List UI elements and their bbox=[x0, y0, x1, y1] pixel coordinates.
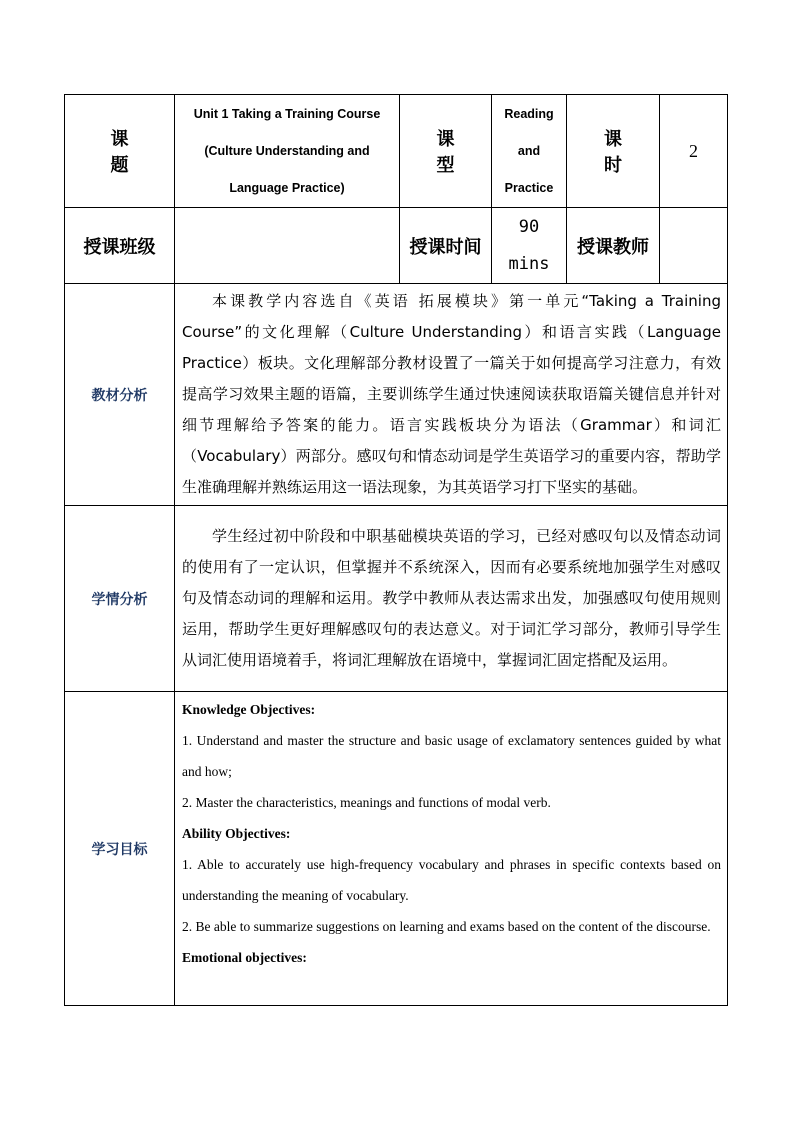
knowledge-item: 2. Master the characteristics, meanings and functions of modal verb. bbox=[182, 795, 551, 810]
students-text: 学生经过初中阶段和中职基础模块英语的学习，已经对感叹句以及情态动词的使用有了一定认识，但掌握并不系统深入，因而有必要系统地加强学生对感叹句及情态动词的理解和运用。教学中教师从表达需求出发，加强感叹句使用规则运用，帮助学生更好理解感叹句的表达意义。对于词汇学习部分，教师引导学生从词汇使用语境着手，将词汇理解放在语境中，掌握词汇固定搭配及运用。 bbox=[182, 527, 721, 669]
students-analysis bbox=[175, 506, 728, 692]
type-line: and bbox=[517, 143, 541, 158]
hours-value: 2 bbox=[660, 95, 728, 208]
ability-heading: Ability Objectives: bbox=[182, 826, 291, 841]
topic-value bbox=[175, 95, 400, 208]
hours-label: 课 时 bbox=[567, 95, 660, 208]
objectives-content bbox=[175, 692, 728, 1006]
type-line: Reading bbox=[504, 106, 554, 121]
teacher-value bbox=[660, 208, 728, 284]
type-value bbox=[492, 95, 567, 208]
time-value bbox=[492, 208, 567, 284]
lesson-plan-table bbox=[64, 94, 728, 1006]
header-row-1 bbox=[65, 95, 728, 208]
class-value bbox=[175, 208, 400, 284]
ability-item: 1. Able to accurately use high-frequency vocabulary and phrases in specific contexts based on understanding the meaning of vocabulary. bbox=[182, 857, 721, 903]
knowledge-item: 1. Understand and master the structure and basic usage of exclamatory sentences guided by what and how; bbox=[182, 733, 721, 779]
time-line: 90 bbox=[518, 216, 540, 237]
material-text: 本课教学内容选自《英语 拓展模块》第一单元“Taking a Training Course”的文化理解（Culture Understanding）和语言实践（Language Practice）板块。文化理解部分教材设置了一篇关于如何提高学习注意力，有效提高学习效果主题的语篇，主要训练学生通过快速阅读获取语篇关键信息并针对细节理解给予答案的能力。语言实践板块分为语法（Grammar）和词汇（Vocabulary）两部分。感叹句和情态动词是学生英语学习的重要内容，帮助学生准确理解并熟练运用这一语法现象，为其英语学习打下坚实的基础。 bbox=[182, 292, 721, 496]
emotional-heading: Emotional objectives: bbox=[182, 950, 307, 965]
topic-label: 课 题 bbox=[65, 95, 175, 208]
knowledge-heading: Knowledge Objectives: bbox=[182, 702, 316, 717]
teacher-label: 授课教师 bbox=[567, 208, 660, 284]
topic-line: Language Practice) bbox=[229, 180, 345, 195]
type-label: 课 型 bbox=[400, 95, 492, 208]
time-label: 授课时间 bbox=[400, 208, 492, 284]
material-label: 教材分析 bbox=[65, 284, 175, 506]
material-analysis bbox=[175, 284, 728, 506]
type-line: Practice bbox=[504, 180, 554, 195]
objectives-label: 学习目标 bbox=[65, 692, 175, 1006]
ability-item: 2. Be able to summarize suggestions on learning and exams based on the content of the discourse. bbox=[182, 919, 711, 934]
header-row-2 bbox=[65, 208, 728, 284]
class-label: 授课班级 bbox=[65, 208, 175, 284]
topic-line: (Culture Understanding and bbox=[204, 143, 370, 158]
students-row bbox=[65, 506, 728, 692]
topic-line: Unit 1 Taking a Training Course bbox=[193, 106, 381, 121]
students-label: 学情分析 bbox=[65, 506, 175, 692]
objectives-row bbox=[65, 692, 728, 1006]
time-line: mins bbox=[508, 253, 550, 274]
material-row bbox=[65, 284, 728, 506]
